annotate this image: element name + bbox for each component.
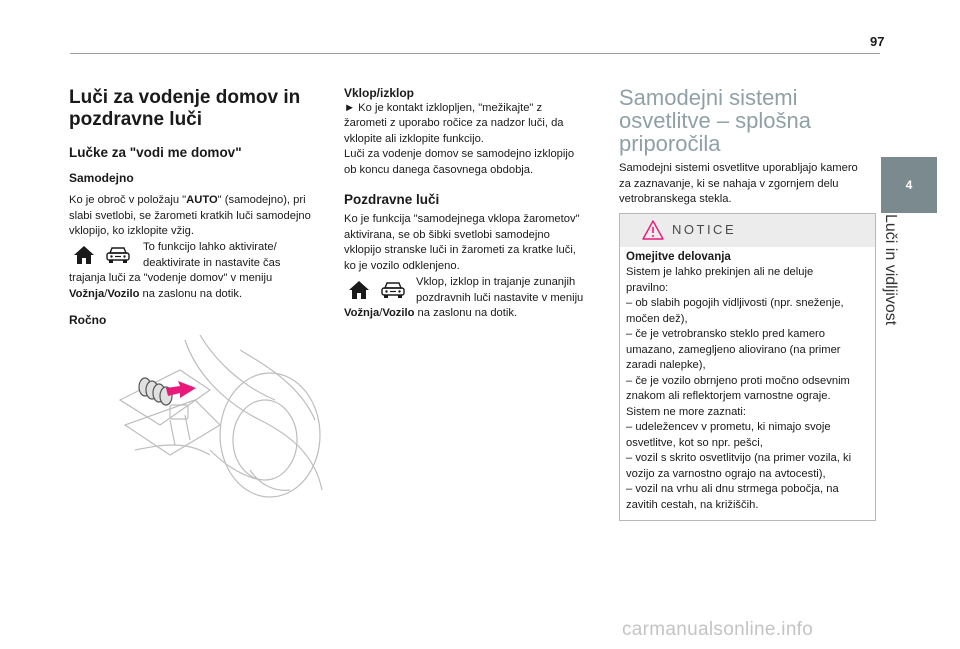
home-icon — [73, 244, 95, 266]
page-number: 97 — [870, 34, 885, 49]
auto-line2: slabi svetlobi, se žarometi kratkih luči samodejno — [69, 210, 311, 222]
welcome-line: Ko je funkcija "samodejnega vklopa žarometov" — [344, 213, 580, 225]
onoff-line: vklopite ali izklopite funkcijo. — [344, 133, 484, 145]
onoff-line: ob koncu danega časovnega obdobja. — [344, 164, 534, 176]
welcome-line: ko je vozilo odklenjeno. — [344, 260, 460, 272]
section-title-line: Samodejni sistemi — [619, 85, 798, 110]
intro-line: vetrobranskega stekla. — [619, 193, 732, 205]
notice-header — [620, 214, 875, 247]
chapter-tab[interactable] — [881, 157, 937, 213]
manual-heading: Ročno — [69, 313, 107, 327]
header-rule — [70, 53, 880, 54]
icon-group — [73, 244, 131, 266]
notice-line: Sistem ne more zaznati: — [626, 406, 747, 418]
chapter-label: Luči in vidljivost — [882, 214, 899, 326]
welcome-line: aktivirana, se ob šibki svetlobi samodejno — [344, 229, 550, 241]
home-icon — [348, 279, 370, 301]
section-title-line1: Luči za vodenje domov in — [69, 87, 301, 108]
warning-triangle-icon — [642, 219, 664, 241]
steering-stalk-illustration — [100, 330, 325, 500]
chapter-number: 4 — [905, 178, 913, 192]
onoff-line: Luči za vodenje domov se samodejno izklopijo — [344, 148, 575, 160]
section-title-line: osvetlitve – splošna — [619, 108, 811, 133]
intro-line: Samodejni sistemi osvetlitve uporabljajo kamero — [619, 162, 858, 174]
auto-line1: Ko je obroč v položaju "AUTO" (samodejno), pri — [69, 194, 306, 206]
watermark: carmanualsonline.info — [622, 619, 814, 640]
notice-line: – ob slabih pogojih vidljivosti (npr. sneženje, — [626, 297, 844, 309]
welcome-heading: Pozdravne luči — [344, 192, 440, 207]
notice-line: – vozil s skrito osvetlitvijo (na primer vozila, ki — [626, 452, 852, 464]
notice-line: – če je vetrobransko steklo pred kamero — [626, 328, 825, 340]
notice-title: NOTICE — [672, 222, 737, 237]
welcome-line: vklopijo stranske luči in žarometi za kratke luči, — [344, 244, 576, 256]
onoff-line: ► Ko je kontakt izklopljen, "mežikajte" z — [344, 102, 543, 114]
car-settings-icon — [105, 244, 131, 266]
icon-text-line2: pozdravnih luči nastavite v meniju — [416, 292, 584, 304]
notice-line: zavitih cestah, na križiščih. — [626, 499, 759, 511]
notice-line: močen dež), — [626, 313, 688, 325]
auto-heading: Samodejno — [69, 171, 134, 185]
intro-line: za zaznavanje, ki se nahaja v zgornjem delu — [619, 178, 839, 190]
icon-group — [348, 279, 406, 301]
icon-text-line2: deaktivirate in nastavite čas — [143, 257, 281, 269]
icon-text-line1: Vklop, izklop in trajanje zunanjih — [416, 276, 576, 288]
icon-text-line1: To funkcijo lahko aktivirate/ — [143, 241, 277, 253]
notice-line: Sistem je lahko prekinjen ali ne deluje — [626, 266, 814, 278]
notice-line: pravilno: — [626, 282, 669, 294]
notice-line: – vozil na vrhu ali dnu strmega pobočja, na — [626, 483, 839, 495]
car-settings-icon — [380, 279, 406, 301]
section-title-line2: pozdravne luči — [69, 109, 203, 130]
onoff-heading: Vklop/izklop — [344, 86, 415, 100]
section-title-line: priporočila — [619, 131, 721, 156]
notice-line: umazano, zamegljeno aliovirano (na primer — [626, 344, 841, 356]
menu-line: Vožnja/Vozilo na zaslonu na dotik. — [69, 288, 243, 300]
subsection-title: Lučke za "vodi me domov" — [69, 145, 242, 160]
notice-line: – udeležencev v prometu, ki nimajo svoje — [626, 421, 831, 433]
auto-line3: vklopijo, ko izklopite vžig. — [69, 225, 194, 237]
menu-line: Vožnja/Vozilo na zaslonu na dotik. — [344, 307, 518, 319]
after-icon-line1: trajanja luči za "vodenje domov" v meniju — [69, 272, 273, 284]
notice-box — [619, 213, 876, 521]
notice-line: znakom ali reflektorjem varnostne ograje. — [626, 390, 831, 402]
notice-line: zaradi nalepke), — [626, 359, 706, 371]
notice-line: – če je vozilo obrnjeno proti močno odsevnim — [626, 375, 850, 387]
notice-line: osvetlitve, kot so npr. pešci, — [626, 437, 763, 449]
notice-line: vozijo za varnostno ograjo na avtocesti), — [626, 468, 826, 480]
notice-heading: Omejitve delovanja — [626, 251, 731, 263]
onoff-line: žarometi z uporabo ročice za nadzor luči, da — [344, 117, 564, 129]
